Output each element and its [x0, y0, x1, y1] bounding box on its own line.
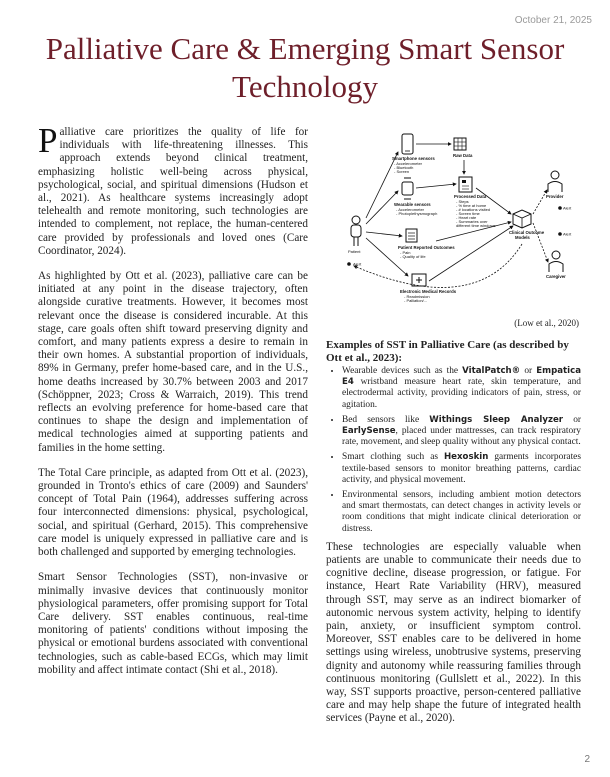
- processed-item: - # locations visited: [456, 207, 491, 212]
- item-text: or: [520, 366, 537, 376]
- intro-paragraph: [38, 121, 308, 258]
- patient-icon: [351, 216, 361, 246]
- page-number: 2: [584, 754, 590, 765]
- product-name: EarlySense: [342, 426, 396, 437]
- page-date: October 21, 2025: [514, 15, 592, 26]
- processed-item: - Steps: [456, 199, 469, 204]
- total-care-paragraph: The Total Care principle, as adapted from Ott et al. (2023), grounded in Tronto's ethics of care (2009) and Saunders' concept of Total Pain (1964), addresses suffering across four interconnected dimensions: physical, psychological, social, and spiritual (Gerhard, 2015). This comprehensive care model is uniquely expressed in palliative care and is both challenged and supported by emerging technologies.: [38, 466, 308, 559]
- left-column: [38, 121, 308, 677]
- intro-text: alliative care prioritizes the quality of life for individuals with life-threatening illnesses. This approach extends beyond clinical treatment, emphasizing holistic well-being across physical, psychological, social, and spiritual dimensions (Hudson et al., 2021). As healthcare systems increasingly adopt telehealth and remote monitoring, such technologies are intended to complement, not replace, the human-centered care provided by professionals and loved ones (Care Coordinator, 2024).: [38, 126, 308, 257]
- list-item: [342, 366, 581, 411]
- list-item: [342, 490, 581, 535]
- emr-title: Electronic Medical Records: [400, 289, 457, 294]
- caregiver-label: Caregiver: [546, 274, 566, 279]
- list-item: [342, 415, 581, 449]
- patient-label: Patient: [348, 249, 361, 254]
- sst-value-paragraph: These technologies are especially valuable when patients are unable to communicate their needs due to cognitive decline, disease progression, or fatigue. For instance, Heart Rate Variability (HRV), measured through SST, may serve as an indirect biomarker of autonomic nervous system activity, helping to identify pain, anxiety, or insufficient symptom control. Moreover, SST enables care to be delivered in home settings using wireless, unobtrusive systems, preserving dignity and autonomy while reassuring families through continuous monitoring (Gullslett et al., 2022). In this way, SST supports proactive, person-centered palliative care and may help shape the future of integrated health services (Payne et al., 2020).: [326, 540, 581, 725]
- item-text: or: [563, 414, 582, 425]
- list-item: [342, 452, 581, 486]
- medical-record-icon: [412, 274, 426, 286]
- pro-item: - Pain: [400, 250, 411, 255]
- drop-cap: P: [38, 121, 58, 160]
- product-name: Hexoskin: [443, 452, 489, 463]
- checklist-icon: [406, 229, 417, 242]
- processed-title: Processed Data: [454, 194, 487, 199]
- emr-item: - Palliation/...: [404, 298, 428, 303]
- item-text: Smart clothing such as: [342, 452, 444, 463]
- item-text: wristband measure heart rate, skin temperature, and electrodermal activity, providing indicators of pain, stress, or agitation.: [342, 377, 581, 410]
- processed-item: - Summaries over: [456, 219, 488, 224]
- sst-definition-paragraph: Smart Sensor Technologies (SST), non-invasive or minimally invasive devices that continuously monitor physiological parameters, offer promising support for Total Care delivery. SST enables continuous, real-time monitoring of patients' conditions without imposing the physical or emotional burdens associated with conventional technologies, such as cable-based ECGs, which may limit mobility and affect intimate contact (Shi et al., 2018).: [38, 571, 308, 676]
- smartphone-title: Smartphone sensors: [392, 156, 435, 161]
- watch-icon: [402, 178, 413, 199]
- provider-icon: [548, 171, 562, 192]
- item-text: , placed under mattresses, can track respiratory rate, movement, and sleep quality without any physical contact.: [342, 426, 581, 448]
- product-name: Withings Sleep Analyzer: [429, 414, 564, 425]
- smartphone-item: - Screen: [394, 169, 410, 174]
- pro-title: Patient Reported Outcomes: [398, 245, 455, 250]
- processed-item: - Heart rate: [456, 215, 477, 220]
- figure-caption: (Low et al., 2020): [514, 318, 579, 328]
- wearable-item: - Photoplethysmograph: [396, 211, 438, 216]
- raw-data-label: Raw Data: [453, 153, 473, 158]
- sensor-flow-diagram: [326, 126, 581, 318]
- patient-alert-icon: [347, 262, 351, 266]
- sst-example-list: [326, 366, 581, 535]
- flow-arrows: [354, 144, 548, 287]
- patient-alert-label: Alert: [353, 261, 362, 267]
- sensor-flow-figure: [326, 126, 581, 318]
- right-column: [326, 126, 581, 726]
- wearable-item: - Accelerometer: [396, 207, 425, 212]
- product-name: Empatica E4: [342, 366, 581, 388]
- pro-item: - Quality of life: [400, 254, 426, 259]
- provider-alert-icon: [558, 206, 562, 210]
- emr-item: - Readmission: [404, 294, 430, 299]
- item-text: Environmental sensors, including ambient motion detectors and smart thermostats, can detect changes in activity levels or room conditions that might indicate clinical deterioration or distress.: [342, 490, 581, 534]
- item-text: Wearable devices such as the: [342, 366, 463, 376]
- cube-icon: [513, 210, 531, 228]
- page-title: Palliative Care & Emerging Smart Sensor Technology: [45, 31, 565, 104]
- wearable-title: Wearable sensors: [394, 202, 431, 207]
- caregiver-alert-icon: [558, 232, 562, 236]
- clinical-title: Clinical Outcome: [509, 230, 545, 235]
- clinical-sub: Models: [515, 235, 530, 240]
- caregiver-icon: [549, 251, 563, 272]
- processed-item: different time windows: [456, 223, 496, 228]
- provider-alert-label: Alert: [563, 205, 572, 211]
- processed-item: - % time at home: [456, 203, 487, 208]
- raw-data-icon: [454, 138, 466, 150]
- item-text: garments incorporates textile-based sensors to monitor breathing patterns, cardiac activity, and physical movement.: [342, 452, 581, 485]
- smartphone-item: - Bluetooth: [394, 165, 414, 170]
- provider-label: Provider: [546, 194, 564, 199]
- item-text: Bed sensors like: [342, 414, 430, 425]
- processed-data-icon: [459, 177, 472, 192]
- sst-heading: Examples of SST in Palliative Care (as described by Ott et al., 2023):: [326, 339, 569, 364]
- trajectory-paragraph: As highlighted by Ott et al. (2023), palliative care can be initiated at any point in the disease trajectory, often alongside curative treatments. However, it becomes most relevant once the disease is considered incurable. At this stage, care goals often shift toward preserving dignity and comfort, and many patients express a desire to remain in their own homes. A substantial proportion of individuals, 89% in Germany, prefer home-based care, and in the U.S., home deaths increased by 30.7% between 2003 and 2017 (Schöppner, 2023; Cross & Warraich, 2019). This trend reflects an evolving preference for home-based care that continues to shape the design and implementation of medical technologies aimed at supporting patients and families in the home setting.: [38, 270, 308, 454]
- smartphone-icon: [402, 134, 413, 154]
- processed-item: - Screen time: [456, 211, 480, 216]
- smartphone-item: - Accelerometer: [394, 161, 423, 166]
- caregiver-alert-label: Alert: [563, 231, 572, 237]
- product-name: VitalPatch®: [462, 366, 521, 376]
